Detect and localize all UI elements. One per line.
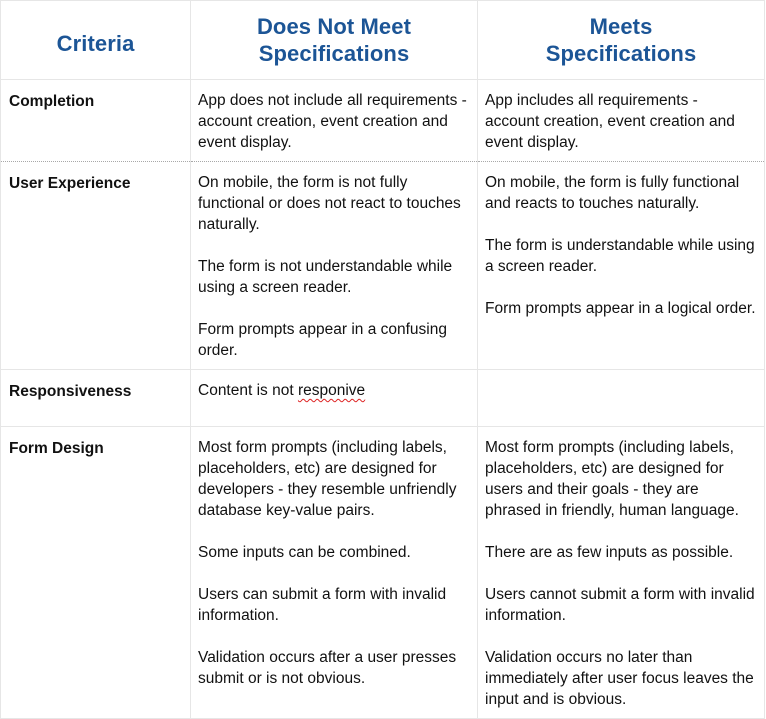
table-row-responsiveness <box>1 370 765 427</box>
table-row-form-design <box>1 427 765 719</box>
completion-does-not-meet <box>191 80 478 162</box>
header-criteria <box>1 1 191 80</box>
completion-meets <box>478 80 765 162</box>
header-does-not-meet <box>191 1 478 80</box>
user-experience-meets-text-0: On mobile, the form is fully functional and reacts to touches naturally. <box>485 174 740 212</box>
header-meets-line1: Meets <box>589 14 653 39</box>
criteria-responsiveness: Responsiveness <box>1 370 191 427</box>
user-experience-does-not-meet-text-1: The form is not understandable while using a screen reader. <box>198 258 453 296</box>
form-design-meets-text-2: Users cannot submit a form with invalid information. <box>485 586 755 624</box>
form-design-meets <box>478 427 765 719</box>
form-design-meets-text-0: Most form prompts (including labels, placeholders, etc) are designed for users and their goals - they are phrased in friendly, human language. <box>485 439 739 519</box>
user-experience-meets <box>478 162 765 370</box>
form-design-does-not-meet-text-0: Most form prompts (including labels, placeholders, etc) are designed for developers - they resemble unfriendly database key-value pairs. <box>198 439 457 519</box>
criteria-form-design: Form Design <box>1 427 191 719</box>
user-experience-meets-text-1: The form is understandable while using a screen reader. <box>485 237 755 275</box>
misspelled-word[interactable]: responive <box>297 382 366 399</box>
header-does-not-meet-line1: Does Not Meet <box>256 14 412 39</box>
form-design-does-not-meet-text-1: Some inputs can be combined. <box>198 544 411 561</box>
header-meets <box>478 1 765 80</box>
user-experience-does-not-meet-text-0: On mobile, the form is not fully functional or does not react to touches naturally. <box>198 174 461 233</box>
criteria-user-experience: User Experience <box>1 162 191 370</box>
header-meets-line2: Specifications <box>545 41 697 66</box>
responsiveness-meets-empty <box>478 370 765 427</box>
user-experience-does-not-meet <box>191 162 478 370</box>
table-row-user-experience <box>1 162 765 370</box>
completion-meets-text-0: App includes all requirements - account creation, event creation and event display. <box>485 92 735 151</box>
table-row-completion <box>1 80 765 162</box>
responsiveness-text-prefix: Content is not <box>198 382 298 399</box>
responsiveness-does-not-meet <box>191 370 478 427</box>
form-design-does-not-meet-text-3: Validation occurs after a user presses submit or is not obvious. <box>198 649 457 687</box>
responsiveness-does-not-meet-text-0 <box>198 380 469 401</box>
completion-does-not-meet-text-0: App does not include all requirements - account creation, event creation and event display. <box>198 92 467 151</box>
header-criteria-label: Criteria <box>56 30 135 56</box>
user-experience-meets-text-2: Form prompts appear in a logical order. <box>485 300 756 317</box>
header-row <box>1 1 765 80</box>
criteria-completion: Completion <box>1 80 191 162</box>
form-design-does-not-meet <box>191 427 478 719</box>
form-design-meets-text-3: Validation occurs no later than immediately after user focus leaves the input and is obvious. <box>485 649 754 708</box>
user-experience-does-not-meet-text-2: Form prompts appear in a confusing order. <box>198 321 447 359</box>
form-design-does-not-meet-text-2: Users can submit a form with invalid information. <box>198 586 447 624</box>
header-does-not-meet-line2: Specifications <box>258 41 410 66</box>
form-design-meets-text-1: There are as few inputs as possible. <box>485 544 734 561</box>
